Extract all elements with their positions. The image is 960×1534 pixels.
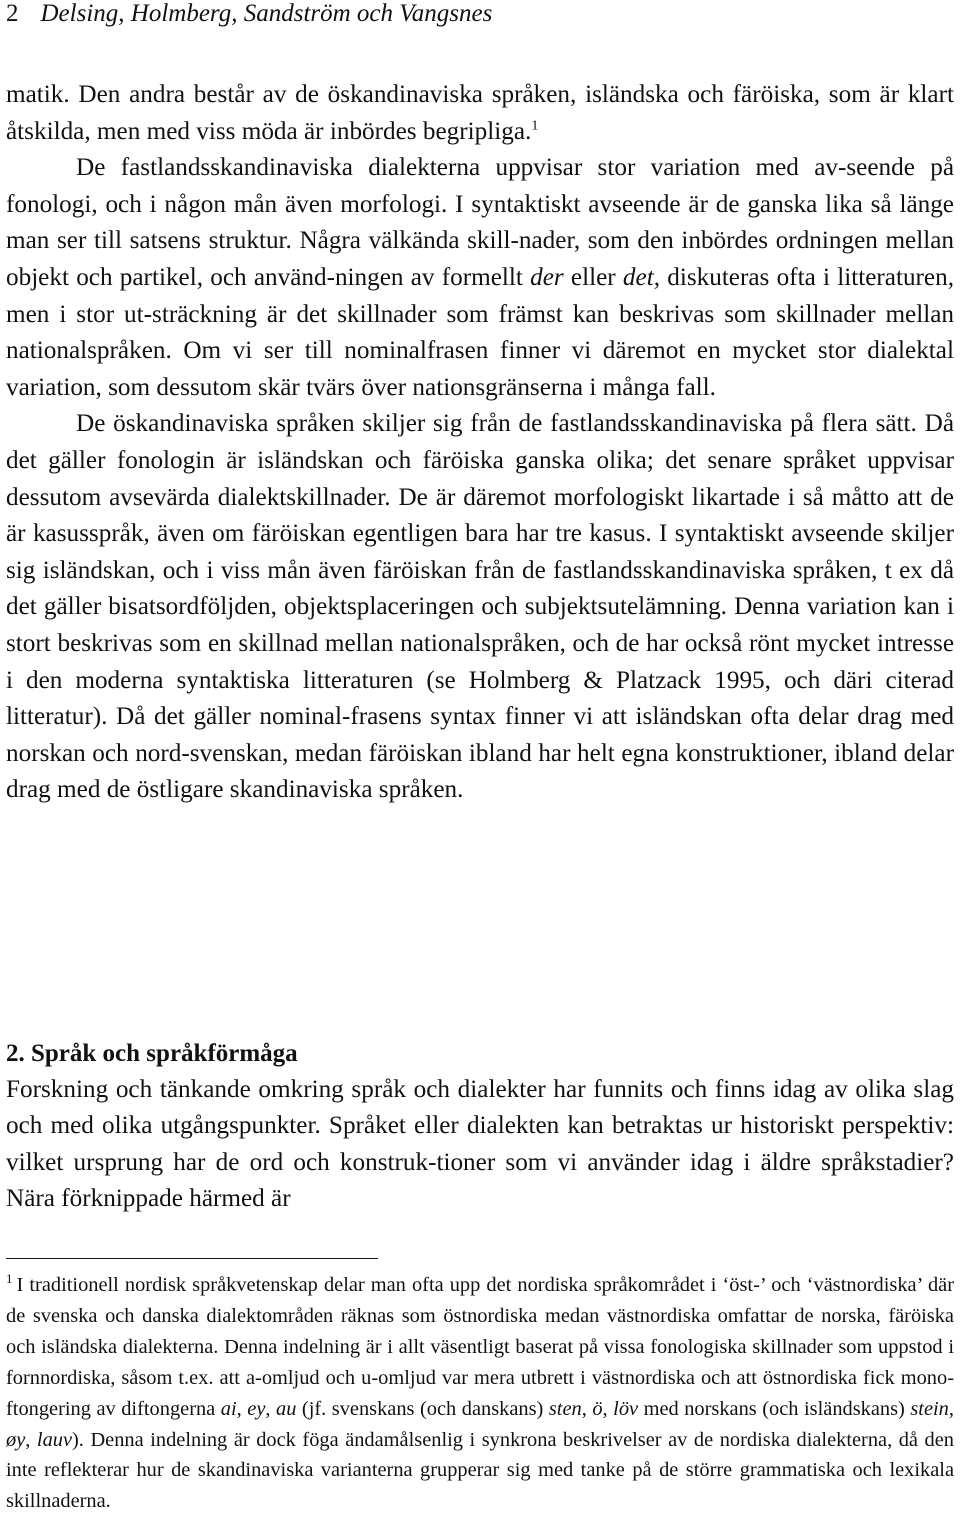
separator: , (602, 1397, 614, 1420)
page-number: 2 (6, 0, 19, 27)
footnote-reference: 1 (531, 118, 539, 134)
separator: , (581, 1397, 593, 1420)
body-text (6, 77, 954, 809)
paragraph-1 (6, 77, 954, 150)
footnote (6, 1270, 954, 1517)
term-det: det, (622, 263, 660, 291)
term-sten: sten (548, 1397, 582, 1420)
term-der: der (530, 263, 564, 291)
term-stein: stein (910, 1397, 949, 1420)
paragraph-1-text: matik. Den andra består av de öskandinaviska språken, isländska och färöiska, som är klart åtskilda, men med viss möda är inbördes begripliga. (6, 81, 954, 145)
running-head (6, 0, 492, 28)
paragraph-2-text-a: De fastlandsskandinaviska dialekterna uppvisar stor variation med av-seende på fonologi, och i någon mån även morfologi. I syntaktiskt avseende är de ganska lika så länge man ser till satsens struktur. Några välkända skill-nader, som den inbördes ordningen mellan objekt och partikel, och använd-ningen av formellt (6, 154, 954, 291)
section-body (6, 1072, 954, 1217)
term-oy: øy (6, 1428, 26, 1451)
term-o: ö (592, 1397, 603, 1420)
term-ai: ai (220, 1397, 237, 1420)
running-head-authors: Delsing, Holmberg, Sandström och Vangsnes (40, 0, 493, 27)
paragraph-2-text-b: eller (563, 263, 623, 291)
footnote-text-3: med norskans (och isländskans) (638, 1397, 911, 1420)
paragraph-3: De öskandinaviska språken skiljer sig från de fastlandsskandinaviska på flera sätt. Då det gäller fonologin är isländskan och färöiska ganska olika; det senare språket uppvisar dessutom avsevärda dialektskillnader. De är däremot morfologiskt likartade i så måtto att de är kasusspråk, även om färöiskan egentligen bara har tre kasus. I syntaktiskt avseende skiljer sig isländskan, och i viss mån även färöiskan från de fastlandsskandinaviska språken, t ex då det gäller bisatsordföljden, objektsplaceringen och subjektsutelämning. Denna variation kan i stort beskrivas som en skillnad mellan nationalspråken, och de har också rönt mycket intresse i den moderna syntaktiska litteraturen (se Holmberg & Platzack 1995, och däri citerad litteratur). Då det gäller nominal-frasens syntax finner vi att isländskan ofta delar drag med norskan och nord-svenskan, medan färöiskan ibland har helt egna konstruktioner, ibland delar drag med de östligare skandinaviska språken. (6, 410, 954, 804)
term-ey: ey (247, 1397, 266, 1420)
paragraph-2-text-c: diskuteras ofta i litteraturen, men i stor ut-sträckning är det skillnader som främst kan beskrivas som skillnader mellan nationalspråken. Om vi ser till nominalfrasen finner vi däremot en mycket stor dialektal variation, som dessutom skär tvärs över nationsgränserna i många fall. (6, 263, 954, 401)
footnote-text-1: I traditionell nordisk språkvetenskap delar man ofta upp det nordiska språkområdet i ‘öst-’ och ‘västnordiska’ där de svenska och danska dialektområden räknas som östnordiska medan västnordiska omfattar de norska, färöiska och isländska dialekterna. Denna indelning är i allt väsentligt baserat på vissa fonologiska skillnader som uppstod i fornnordiska, såsom t.ex. att a-omljud och u-omljud var mera utbrett i västnordiska och att östnordiska fick mono-ftongering av diftongerna (6, 1274, 954, 1420)
separator: , (948, 1397, 954, 1420)
footnote-text-2: (jf. svenskans (och danskans) (296, 1397, 549, 1420)
section-heading: 2. Språk och språkförmåga (6, 1040, 298, 1067)
footnote-rule (6, 1258, 378, 1259)
footnote-paragraph (6, 1270, 954, 1517)
term-lauv: lauv (36, 1428, 73, 1451)
separator: , (236, 1397, 248, 1420)
separator: , (25, 1428, 37, 1451)
footnote-mark: 1 (6, 1271, 13, 1287)
footnote-text-4: ). Denna indelning är dock föga ändamålsenlig i synkrona beskrivelser av de nordiska dialekterna, då den inte reflekterar hur de skandinaviska varianterna grupperar sig med tanke på de större grammatiska och lexikala skillnaderna. (6, 1428, 954, 1513)
term-lov: löv (613, 1397, 639, 1420)
section-paragraph: Forskning och tänkande omkring språk och dialekter har funnits och finns idag av olika slag och med olika utgångspunkter. Språket eller dialekten kan betraktas ur historiskt perspektiv: vilket ursprung har de ord och konstruk-tioner som vi använder idag i äldre språkstadier? Nära förknippade härmed är (6, 1076, 954, 1212)
term-au: au (276, 1397, 297, 1420)
paragraph-2 (6, 150, 954, 406)
separator: , (265, 1397, 276, 1420)
